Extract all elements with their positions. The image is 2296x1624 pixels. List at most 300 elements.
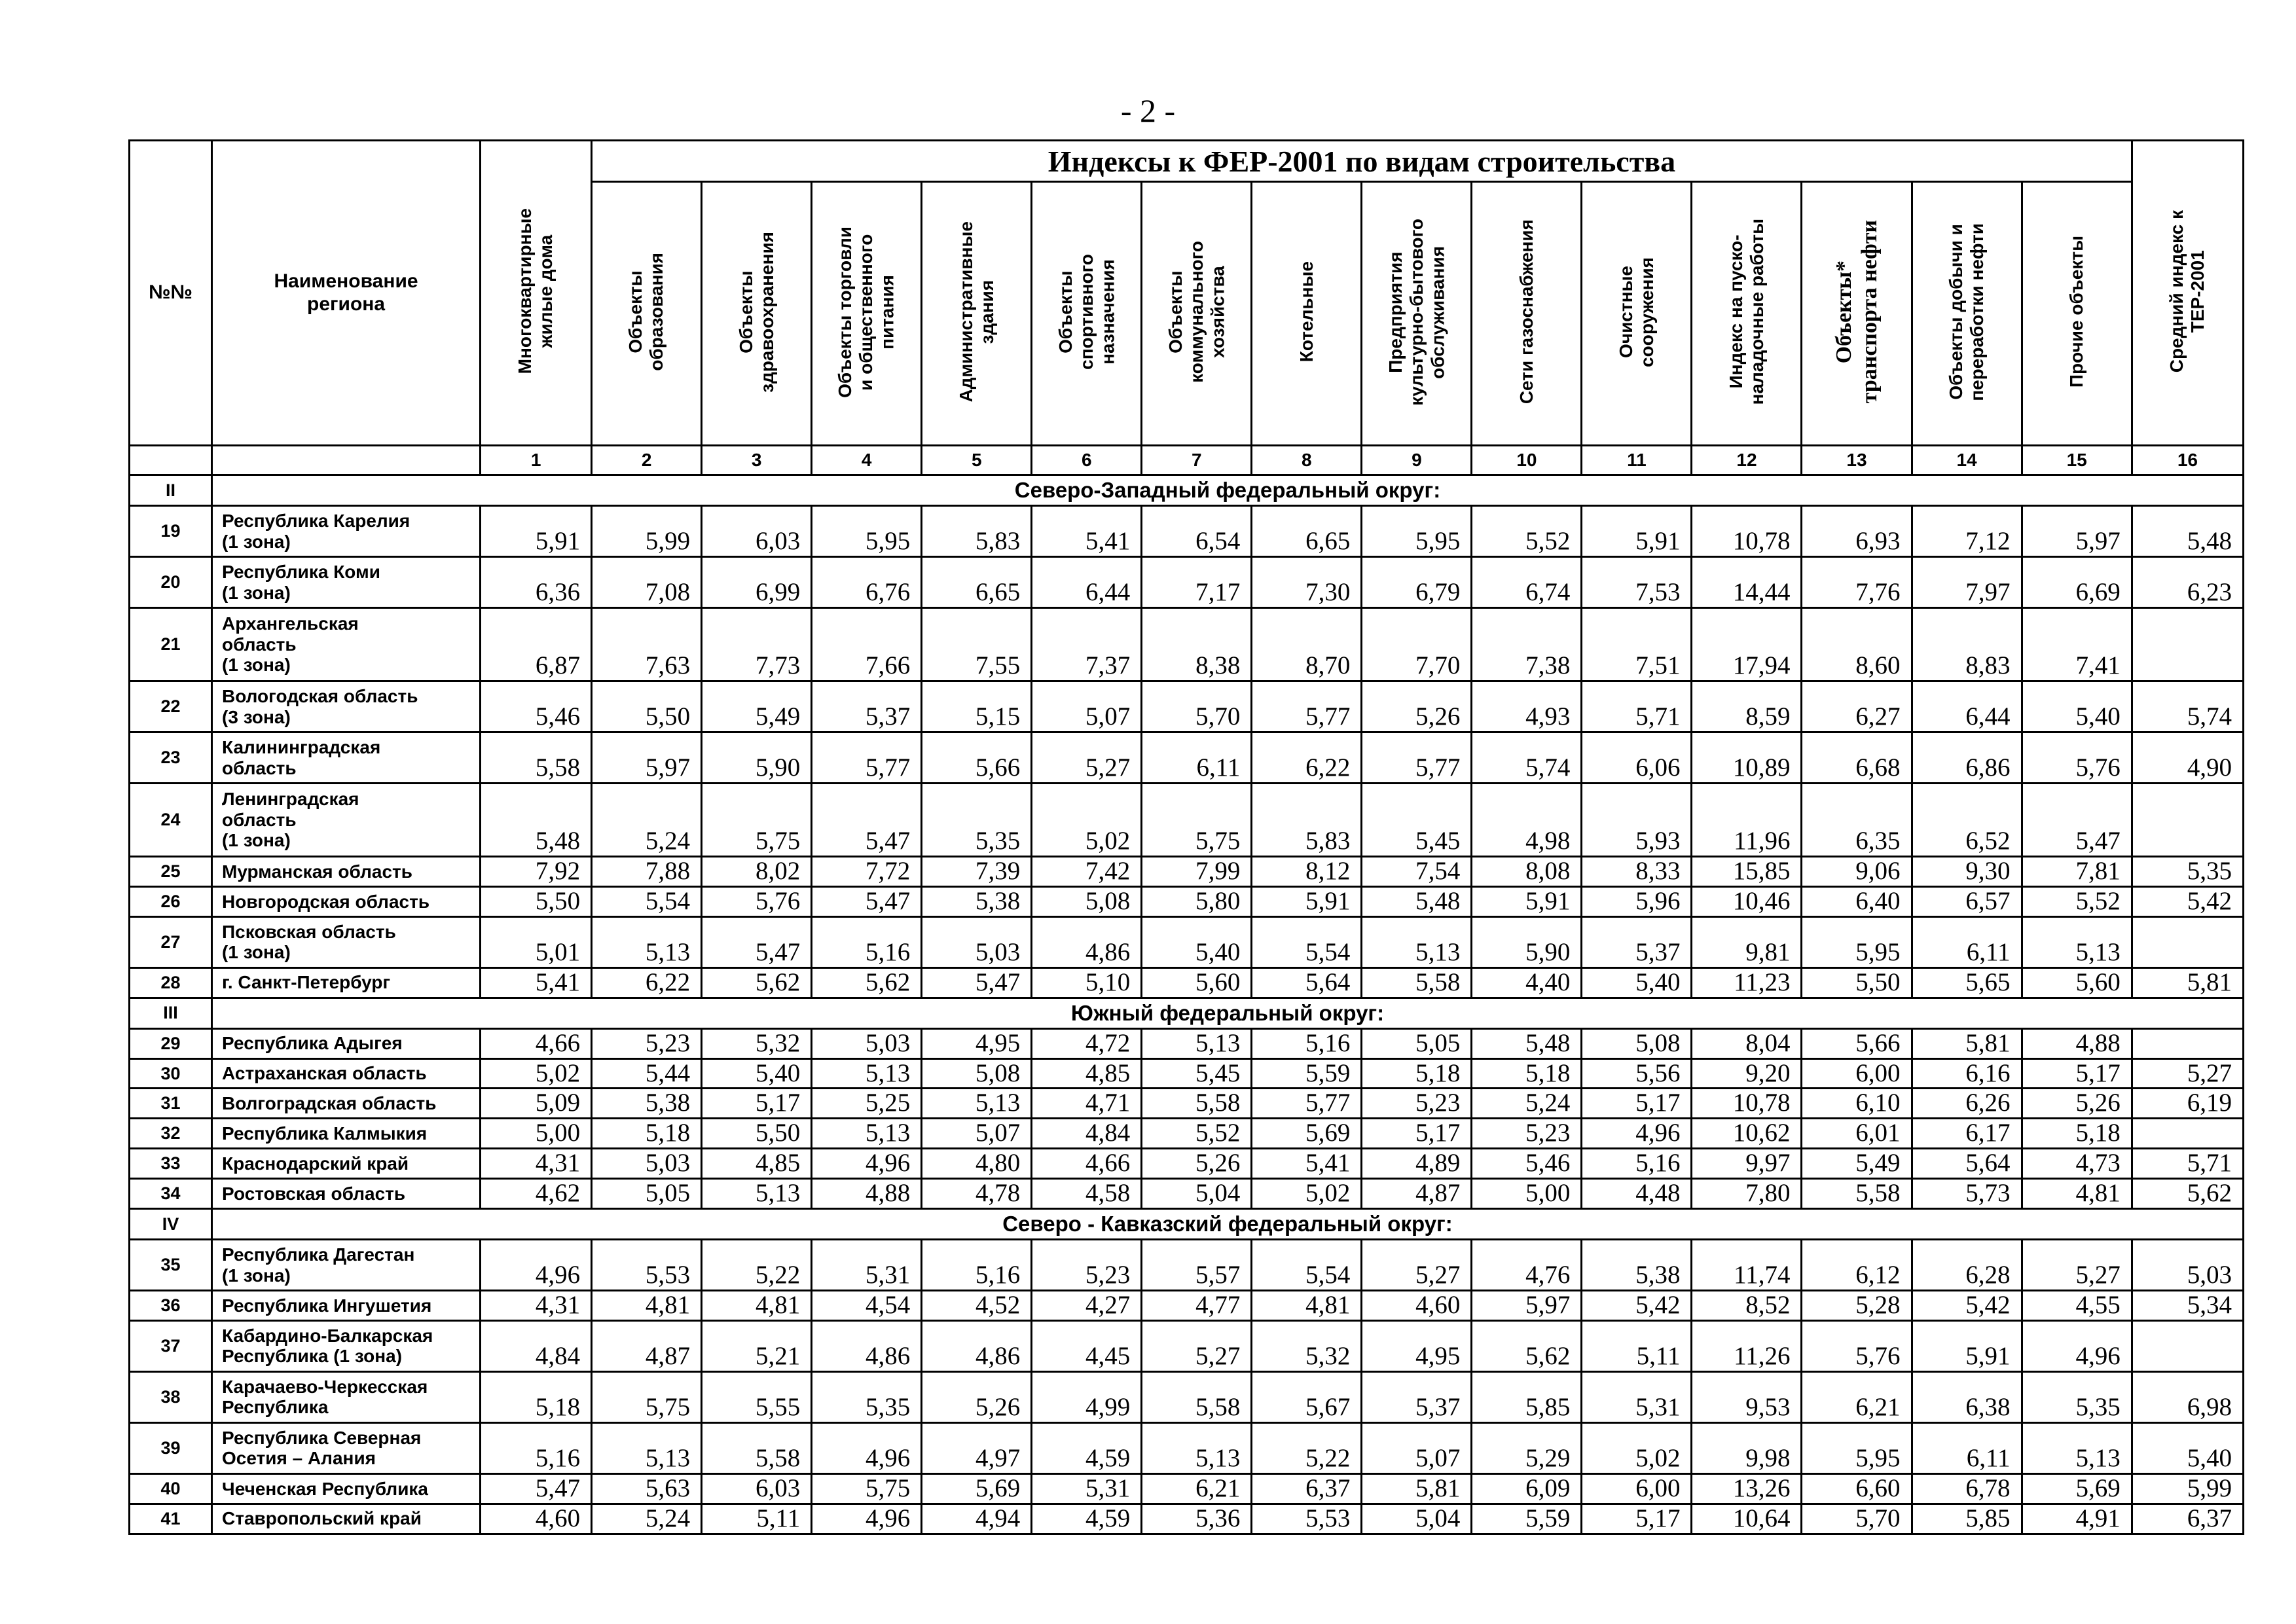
region-name: Новгородская область [212,886,481,916]
index-value: 9,20 [1692,1058,1802,1089]
table-row [130,967,2244,998]
column-number: 3 [702,446,812,475]
index-value: 5,04 [1142,1179,1252,1209]
index-value: 5,58 [702,1422,812,1473]
column-number: 4 [812,446,922,475]
index-value: 5,37 [1582,916,1692,967]
index-value: 4,96 [2022,1320,2132,1371]
index-value: 5,75 [702,784,812,857]
index-value: 6,44 [1032,557,1142,608]
index-value: 5,32 [1252,1320,1362,1371]
region-name: Республика Дагестан (1 зона) [212,1240,481,1291]
index-value: 5,64 [1912,1149,2022,1179]
index-value: 5,76 [2022,732,2132,784]
index-value: 5,96 [1582,886,1692,916]
region-name: Республика Карелия (1 зона) [212,506,481,557]
index-value: 5,47 [812,886,922,916]
index-value: 5,11 [1582,1320,1692,1371]
index-value: 5,58 [1142,1089,1252,1119]
index-value: 8,12 [1252,857,1362,887]
index-value: 5,02 [1252,1179,1362,1209]
row-number: 41 [130,1504,212,1534]
region-name: Ленинградская область (1 зона) [212,784,481,857]
column-number: 15 [2022,446,2132,475]
index-value: 6,54 [1142,506,1252,557]
index-value: 9,30 [1912,857,2022,887]
index-value: 5,13 [2022,916,2132,967]
region-name: Астраханская область [212,1058,481,1089]
index-value: 6,35 [1802,784,1912,857]
index-value: 5,13 [1362,916,1472,967]
row-number: 38 [130,1371,212,1422]
index-value: 4,87 [1362,1179,1472,1209]
index-value: 5,41 [1032,506,1142,557]
index-value: 4,59 [1032,1504,1142,1534]
index-value: 5,31 [1032,1473,1142,1504]
index-value: 4,55 [2022,1291,2132,1321]
index-value: 5,50 [592,681,702,732]
index-value: 5,46 [481,681,592,732]
index-value: 5,47 [922,967,1032,998]
index-value: 5,13 [2022,1422,2132,1473]
index-value: 5,13 [812,1119,922,1149]
index-value: 6,93 [1802,506,1912,557]
index-value: 4,94 [922,1504,1032,1534]
index-value: 5,76 [702,886,812,916]
header-col-13-label: Объекты* транспорта нефти [1831,220,1882,404]
header-col-2-label: Объекты образования [625,253,667,371]
index-value: 5,28 [1802,1291,1912,1321]
section-title: Южный федеральный округ: [212,998,2244,1028]
header-col-6 [1032,182,1142,446]
index-value: 4,40 [1472,967,1582,998]
index-value: 9,81 [1692,916,1802,967]
index-value: 5,48 [481,784,592,857]
index-value: 4,85 [702,1149,812,1179]
column-number: 8 [1252,446,1362,475]
index-value: 6,38 [1912,1371,2022,1422]
index-value: 5,65 [1912,967,2022,998]
index-value: 5,91 [1912,1320,2022,1371]
section-row [130,475,2244,506]
index-value: 5,85 [1472,1371,1582,1422]
index-value: 5,50 [1802,967,1912,998]
header-col-9 [1362,182,1472,446]
index-value: 5,23 [1032,1240,1142,1291]
table-row [130,1179,2244,1209]
index-value: 5,64 [1252,967,1362,998]
index-value: 4,95 [1362,1320,1472,1371]
index-value: 5,47 [481,1473,592,1504]
index-value: 5,15 [922,681,1032,732]
column-number-row [130,446,2244,475]
row-number: 26 [130,886,212,916]
row-number: 28 [130,967,212,998]
column-number: 14 [1912,446,2022,475]
index-value: 5,40 [1582,967,1692,998]
index-value: 6,87 [481,608,592,681]
index-value: 4,96 [1582,1119,1692,1149]
index-value: 5,35 [2132,857,2243,887]
header-col-3-label: Объекты здравоохранения [735,231,777,393]
index-value: 5,58 [1142,1371,1252,1422]
region-name: Архангельская область (1 зона) [212,608,481,681]
table-row [130,857,2244,887]
index-value: 5,91 [1582,506,1692,557]
index-value: 4,86 [812,1320,922,1371]
index-value: 6,16 [1912,1058,2022,1089]
index-value: 5,54 [1252,916,1362,967]
index-value [2132,1320,2243,1371]
index-value: 5,24 [1472,1089,1582,1119]
table-row [130,1422,2244,1473]
index-value: 5,54 [592,886,702,916]
index-value: 7,30 [1252,557,1362,608]
index-value: 5,53 [592,1240,702,1291]
index-value: 6,76 [812,557,922,608]
index-value: 4,66 [1032,1149,1142,1179]
index-value: 5,08 [1582,1028,1692,1058]
index-table [128,139,2244,1535]
header-col-8-label: Котельные [1296,261,1317,363]
index-value: 5,38 [1582,1240,1692,1291]
column-number-empty [130,446,212,475]
index-value: 4,88 [2022,1028,2132,1058]
index-value: 5,44 [592,1058,702,1089]
region-name: Республика Калмыкия [212,1119,481,1149]
index-value: 7,53 [1582,557,1692,608]
index-value: 5,99 [2132,1473,2243,1504]
header-col-10 [1472,182,1582,446]
index-value: 6,79 [1362,557,1472,608]
index-value: 5,17 [702,1089,812,1119]
index-value: 6,26 [1912,1089,2022,1119]
index-value: 4,99 [1032,1371,1142,1422]
index-value: 4,81 [2022,1179,2132,1209]
section-code: IV [130,1209,212,1240]
row-number: 39 [130,1422,212,1473]
column-number: 13 [1802,446,1912,475]
index-value: 5,10 [1032,967,1142,998]
region-name: Карачаево-Черкесская Республика [212,1371,481,1422]
index-value: 5,85 [1912,1504,2022,1534]
index-value: 5,74 [1472,732,1582,784]
index-value: 6,37 [1252,1473,1362,1504]
index-value: 5,31 [1582,1371,1692,1422]
column-number-empty [212,446,481,475]
index-value: 7,81 [2022,857,2132,887]
index-value: 5,80 [1142,886,1252,916]
index-value: 5,91 [1472,886,1582,916]
index-value: 5,52 [2022,886,2132,916]
region-name: Чеченская Республика [212,1473,481,1504]
index-value: 5,22 [1252,1422,1362,1473]
table-row [130,886,2244,916]
header-number: №№ [130,141,212,446]
header-col-5 [922,182,1032,446]
index-value: 5,09 [481,1089,592,1119]
index-value: 5,35 [812,1371,922,1422]
index-value: 5,56 [1582,1058,1692,1089]
index-value: 4,52 [922,1291,1032,1321]
index-value: 5,26 [1362,681,1472,732]
index-value: 6,28 [1912,1240,2022,1291]
index-value: 5,45 [1362,784,1472,857]
table-row [130,916,2244,967]
index-value: 5,17 [1582,1089,1692,1119]
header-col-13 [1802,182,1912,446]
index-value: 5,05 [592,1179,702,1209]
index-value: 5,38 [592,1089,702,1119]
index-value: 8,70 [1252,608,1362,681]
index-value: 8,08 [1472,857,1582,887]
index-value: 5,69 [922,1473,1032,1504]
index-value: 7,37 [1032,608,1142,681]
index-value: 5,13 [922,1089,1032,1119]
index-value: 5,83 [922,506,1032,557]
index-value: 6,98 [2132,1371,2243,1422]
index-value: 5,18 [1362,1058,1472,1089]
index-value: 5,81 [1912,1028,2022,1058]
header-col-9-label: Предприятия культурно-бытового обслуживания [1385,218,1448,406]
index-value: 6,40 [1802,886,1912,916]
index-value: 5,07 [922,1119,1032,1149]
index-value: 5,35 [2022,1371,2132,1422]
header-col-1-label: Многоквартирные жилые дома [515,208,556,374]
index-value: 5,08 [1032,886,1142,916]
index-value: 8,33 [1582,857,1692,887]
index-value: 4,60 [481,1504,592,1534]
index-value [2132,608,2243,681]
index-value: 5,03 [2132,1240,2243,1291]
index-value: 6,86 [1912,732,2022,784]
index-value: 5,31 [812,1240,922,1291]
index-value: 5,99 [592,506,702,557]
table-row [130,608,2244,681]
index-value: 5,77 [1362,732,1472,784]
index-value: 5,13 [1142,1028,1252,1058]
index-value: 5,62 [1472,1320,1582,1371]
index-value: 11,96 [1692,784,1802,857]
index-value: 5,52 [1472,506,1582,557]
row-number: 25 [130,857,212,887]
header-col-12 [1692,182,1802,446]
index-value: 5,49 [1802,1149,1912,1179]
index-value: 5,27 [2022,1240,2132,1291]
index-value: 4,89 [1362,1149,1472,1179]
index-value: 4,93 [1472,681,1582,732]
index-value: 7,66 [812,608,922,681]
row-number: 37 [130,1320,212,1371]
index-value: 5,04 [1362,1504,1472,1534]
index-value: 5,18 [2022,1119,2132,1149]
index-value: 7,73 [702,608,812,681]
index-value: 4,86 [1032,916,1142,967]
index-value: 5,16 [1252,1028,1362,1058]
index-value: 5,62 [812,967,922,998]
index-value: 6,09 [1472,1473,1582,1504]
column-number: 9 [1362,446,1472,475]
index-value: 5,58 [481,732,592,784]
index-value: 4,31 [481,1291,592,1321]
index-value: 5,27 [2132,1058,2243,1089]
index-value: 6,03 [702,1473,812,1504]
index-value: 5,23 [592,1028,702,1058]
index-value: 5,17 [1362,1119,1472,1149]
header-col-14-label: Объекты добычи и переработки нефти [1945,223,1988,401]
column-number: 5 [922,446,1032,475]
index-value: 5,16 [1582,1149,1692,1179]
index-value: 5,11 [702,1504,812,1534]
index-value: 5,27 [1142,1320,1252,1371]
header-row-top [130,141,2244,182]
index-value: 5,26 [2022,1089,2132,1119]
index-value: 5,26 [1142,1149,1252,1179]
index-value: 5,24 [592,1504,702,1534]
index-value: 4,81 [1252,1291,1362,1321]
index-value: 5,58 [1802,1179,1912,1209]
index-value: 5,77 [1252,1089,1362,1119]
index-value: 5,50 [481,886,592,916]
index-value [2132,784,2243,857]
region-name: Кабардино-Балкарская Республика (1 зона) [212,1320,481,1371]
index-value: 5,69 [1252,1119,1362,1149]
index-value: 5,05 [1362,1028,1472,1058]
index-value: 5,13 [592,1422,702,1473]
index-value: 14,44 [1692,557,1802,608]
index-value: 5,13 [592,916,702,967]
index-value: 5,55 [702,1371,812,1422]
index-value: 11,74 [1692,1240,1802,1291]
index-value: 4,77 [1142,1291,1252,1321]
index-value: 5,54 [1252,1240,1362,1291]
region-name: Республика Адыгея [212,1028,481,1058]
index-value: 5,60 [1142,967,1252,998]
index-value: 7,80 [1692,1179,1802,1209]
index-value: 4,88 [812,1179,922,1209]
table-row [130,1291,2244,1321]
index-value: 5,69 [2022,1473,2132,1504]
index-value: 15,85 [1692,857,1802,887]
table-row [130,1371,2244,1422]
index-value: 4,84 [481,1320,592,1371]
index-value: 6,37 [2132,1504,2243,1534]
region-name: г. Санкт-Петербург [212,967,481,998]
index-value: 5,71 [1582,681,1692,732]
index-value: 4,73 [2022,1149,2132,1179]
index-value: 4,27 [1032,1291,1142,1321]
index-value: 5,18 [481,1371,592,1422]
index-value: 4,96 [812,1504,922,1534]
index-value: 10,78 [1692,1089,1802,1119]
table-row [130,1240,2244,1291]
index-value: 7,72 [812,857,922,887]
index-value: 5,97 [1472,1291,1582,1321]
index-value: 13,26 [1692,1473,1802,1504]
header-col-7 [1142,182,1252,446]
index-value: 5,76 [1802,1320,1912,1371]
index-value: 11,23 [1692,967,1802,998]
row-number: 32 [130,1119,212,1149]
header-col-15 [2022,182,2132,446]
index-value: 6,69 [2022,557,2132,608]
header-col-11-label: Очистные сооружения [1615,257,1657,367]
index-value: 6,11 [1912,916,2022,967]
index-value: 10,64 [1692,1504,1802,1534]
index-value: 5,42 [2132,886,2243,916]
index-value: 5,71 [2132,1149,2243,1179]
index-value: 5,26 [922,1371,1032,1422]
index-value: 4,71 [1032,1089,1142,1119]
index-value: 5,97 [2022,506,2132,557]
index-value: 5,08 [922,1058,1032,1089]
index-value: 4,48 [1582,1179,1692,1209]
index-value: 4,62 [481,1179,592,1209]
index-value: 5,70 [1802,1504,1912,1534]
index-value: 7,55 [922,608,1032,681]
index-value: 8,83 [1912,608,2022,681]
index-value: 5,95 [1802,1422,1912,1473]
index-value: 5,81 [1362,1473,1472,1504]
header-col-11 [1582,182,1692,446]
index-value: 4,54 [812,1291,922,1321]
section-code: III [130,998,212,1028]
index-value: 5,52 [1142,1119,1252,1149]
index-value: 6,06 [1582,732,1692,784]
index-value [2132,1028,2243,1058]
index-value: 6,11 [1912,1422,2022,1473]
index-value: 5,97 [592,732,702,784]
index-value: 5,47 [812,784,922,857]
index-value: 5,59 [1252,1058,1362,1089]
region-name: Республика Коми (1 зона) [212,557,481,608]
index-value: 5,91 [1252,886,1362,916]
header-col-3 [702,182,812,446]
region-name: Краснодарский край [212,1149,481,1179]
row-number: 40 [130,1473,212,1504]
index-value: 6,01 [1802,1119,1912,1149]
index-value: 7,08 [592,557,702,608]
index-value: 4,85 [1032,1058,1142,1089]
row-number: 33 [130,1149,212,1179]
index-value: 4,76 [1472,1240,1582,1291]
index-value: 5,32 [702,1028,812,1058]
index-value: 6,11 [1142,732,1252,784]
index-value: 8,60 [1802,608,1912,681]
region-name: Мурманская область [212,857,481,887]
table-row [130,1473,2244,1504]
index-value: 4,90 [2132,732,2243,784]
row-number: 22 [130,681,212,732]
index-value: 9,97 [1692,1149,1802,1179]
row-number: 30 [130,1058,212,1089]
index-value: 4,96 [481,1240,592,1291]
header-col-1 [481,141,592,446]
index-value: 5,02 [1582,1422,1692,1473]
column-number: 6 [1032,446,1142,475]
index-value: 5,00 [1472,1179,1582,1209]
index-value: 5,16 [922,1240,1032,1291]
index-value: 5,40 [1142,916,1252,967]
table-row [130,1028,2244,1058]
index-value: 5,29 [1472,1422,1582,1473]
row-number: 35 [130,1240,212,1291]
index-value: 5,75 [592,1371,702,1422]
index-value: 5,90 [1472,916,1582,967]
index-value: 5,74 [2132,681,2243,732]
region-name: Волгоградская область [212,1089,481,1119]
table-row [130,784,2244,857]
